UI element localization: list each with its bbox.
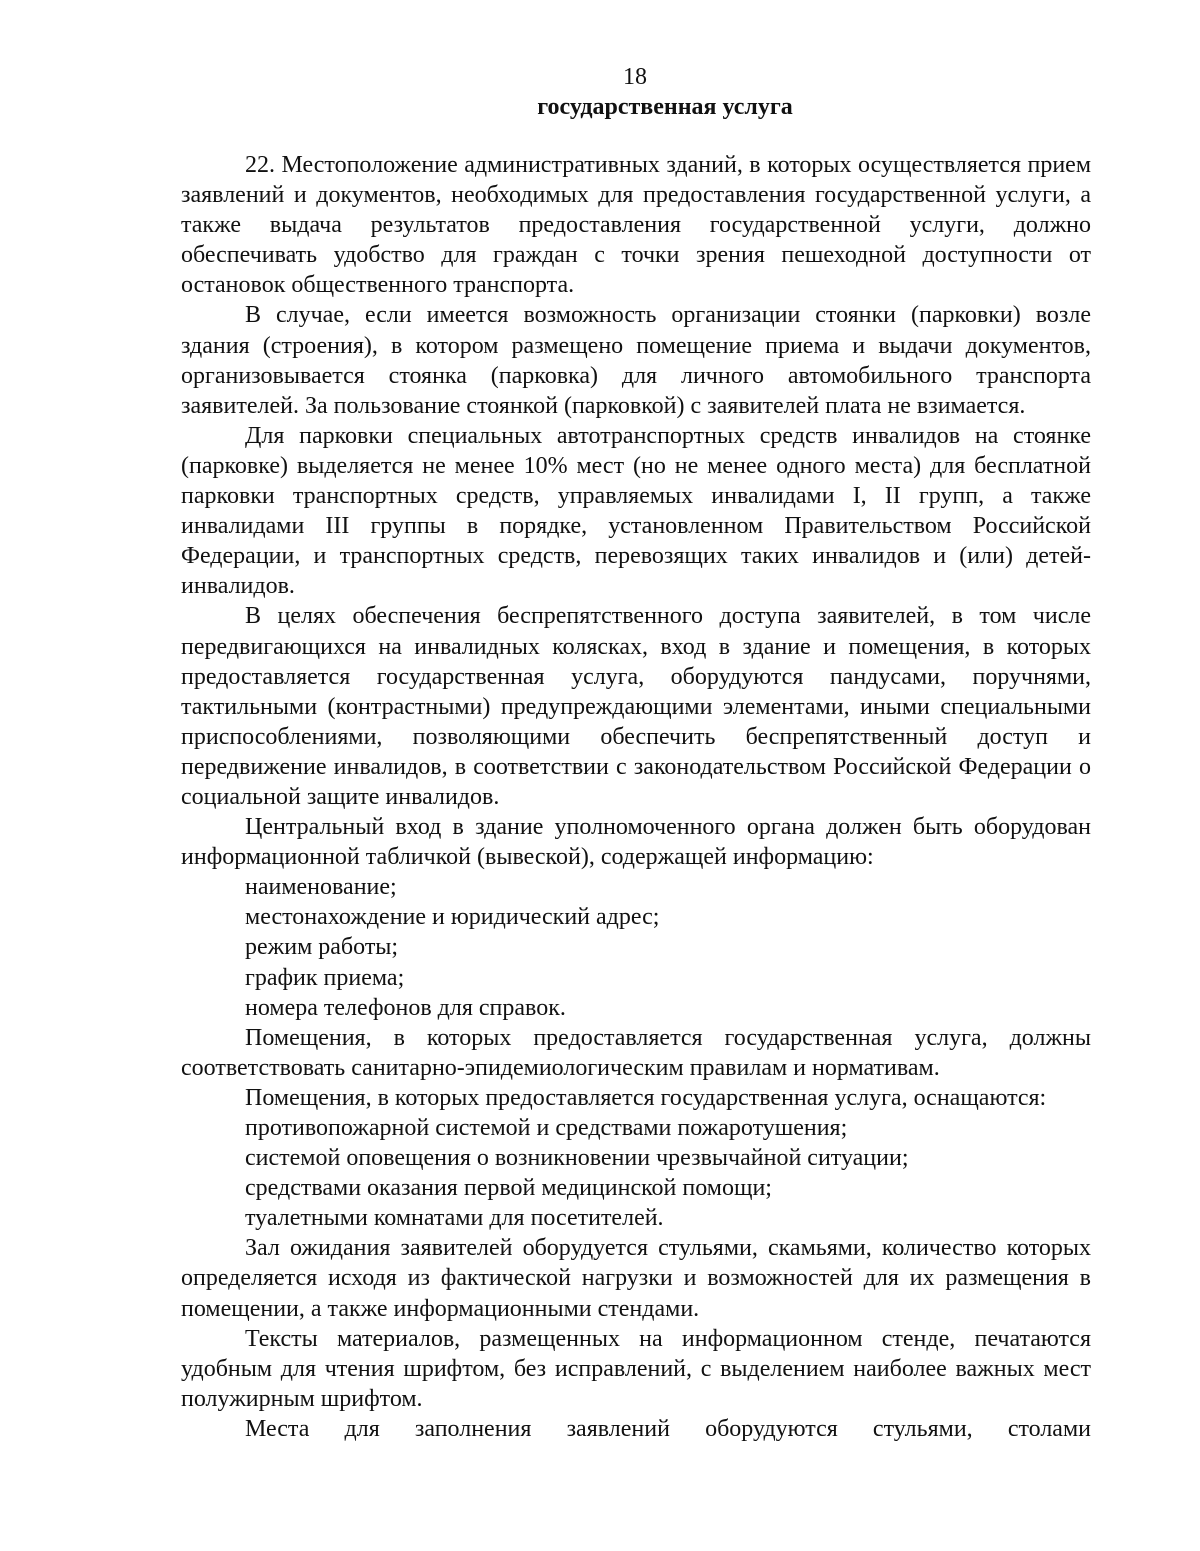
paragraph-disabled-parking: Для парковки специальных автотранспортных средств инвалидов на стоянке (парковке) выделяется не менее 10% мест (но не менее одного места) для бесплатной парковки транспортных средств, управляемых инвалидами I, II групп, а также инвалидами III группы в порядке, установленном Правительством Российской Федерации, и транспортных средств, перевозящих таких инвалидов и (или) детей-инвалидов. [181,422,1091,600]
list-item: наименование; [245,874,397,901]
paragraph-location: 22. Местоположение административных зданий, в которых осуществляется прием заявлений и документов, необходимых для предоставления государственной услуги, а также выдача результатов предоставления государственной услуги, должно обеспечивать удобство для граждан с точки зрения пешеходной доступности от остановок общественного транспорта. [181,152,1091,299]
list-item: средствами оказания первой медицинской помощи; [245,1175,772,1202]
list-item: системой оповещения о возникновении чрезвычайной ситуации; [245,1145,909,1172]
paragraph-info-stand: Тексты материалов, размещенных на информационном стенде, печатаются удобным для чтения шрифтом, без исправлений, с выделением наиболее важных мест полужирным шрифтом. [181,1325,1091,1412]
list-item: местонахождение и юридический адрес; [245,904,660,931]
list-item: противопожарной системой и средствами пожаротушения; [245,1115,848,1141]
paragraph-sanitary: Помещения, в которых предоставляется государственная услуга, должны соответствовать санитарно-эпидемиологическим правилам и нормативам. [181,1024,1091,1081]
document-body [181,150,1091,1444]
page-number: 18 [623,64,647,90]
section-heading: государственная услуга [537,94,793,120]
paragraph-equipped: Помещения, в которых предоставляется государственная услуга, оснащаются: [245,1084,1047,1111]
paragraph-waiting-hall: Зал ожидания заявителей оборудуется стульями, скамьями, количество которых определяется исходя из фактической нагрузки и возможностей для их размещения в помещении, а также информационными стендами. [181,1235,1091,1322]
list-item: номера телефонов для справок. [245,994,566,1021]
list-item: режим работы; [245,934,399,961]
paragraph-parking: В случае, если имеется возможность организации стоянки (парковки) возле здания (строения), в котором размещено помещение приема и выдачи документов, организовывается стоянка (парковка) для личного автомобильного транспорта заявителей. За пользование стоянкой (парковкой) с заявителей плата не взимается. [181,302,1091,419]
paragraph-accessibility: В целях обеспечения беспрепятственного доступа заявителей, в том числе передвигающихся на инвалидных колясках, вход в здание и помещения, в которых предоставляется государственная услуга, оборудуются пандусами, поручнями, тактильными (контрастными) предупреждающими элементами, иными специальными приспособлениями, позволяющими обеспечить беспрепятственный доступ и передвижение инвалидов, в соответствии с законодательством Российской Федерации о социальной защите инвалидов. [181,603,1091,810]
list-item: туалетными комнатами для посетителей. [245,1205,664,1232]
paragraph-filling-places: Места для заполнения заявлений оборудуются стульями, столами [245,1415,1091,1442]
paragraph-central-entrance: Центральный вход в здание уполномоченного органа должен быть оборудован информационной табличкой (вывеской), содержащей информацию: [181,814,1091,871]
list-item: график приема; [245,964,405,991]
